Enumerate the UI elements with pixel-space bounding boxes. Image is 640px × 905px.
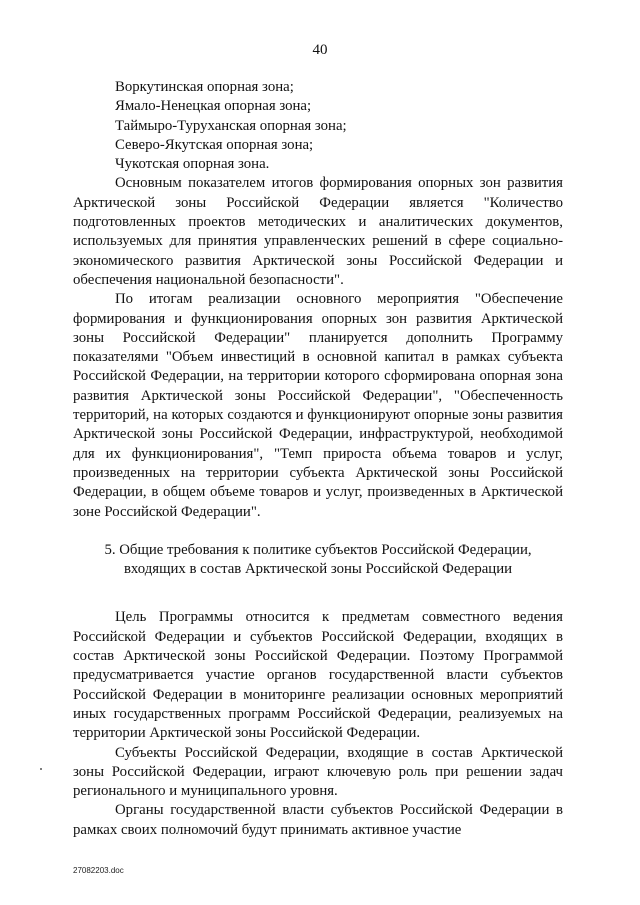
section-heading-line2: входящих в состав Арктической зоны Российской Федерации [123,561,513,578]
paragraph-authorities: Органы государственной власти субъектов Российской Федерации в рамках своих полномочий будут принимать активное участие [73,802,563,838]
zone-list-item: Воркутинская опорная зона; [115,79,294,95]
section-heading [73,541,563,580]
zone-list-item: Ямало-Ненецкая опорная зона; [115,98,312,115]
margin-dot [40,768,42,770]
zone-list-item: Северо-Якутская опорная зона; [115,136,314,153]
zone-list-item: Таймыро-Туруханская опорная зона; [115,117,347,134]
section-spacer [73,579,563,608]
footer-filename: 27082203.doc [73,866,124,875]
page-body [73,78,563,840]
paragraph-subjects-role: Субъекты Российской Федерации, входящие в состав Арктической зоны Российской Федерации, играют ключевую роль при решении задач регионального и муниципального уровня. [73,744,563,800]
zone-list-item: Чукотская опорная зона. [115,156,270,173]
page-number: 40 [312,42,328,58]
paragraph-program-goal: Цель Программы относится к предметам совместного ведения Российской Федерации и субъектов Российской Федерации, входящих в состав Арктической зоны Российской Федерации. Поэтому Программой предусматривается участие органов государственной власти субъектов Российской Федерации в мониторинге реализации основных мероприятий иных государственных программ Российской Федерации, реализуемых на территории Арктической зоны Российской Федерации. [73,609,563,742]
paragraph-key-indicator: Основным показателем итогов формирования опорных зон развития Арктической зоны Российской Федерации является "Количество подготовленных проектов методических и аналитических документов, используемых для принятия управленческих решений в сфере социально-экономического развития Арктической зоны Российской Федерации и обеспечения национальной безопасности". [73,175,563,288]
paragraph-planned-indicators: По итогам реализации основного мероприятия "Обеспечение формирования и функционирования опорных зон развития Арктической зоны Российской Федерации" планируется дополнить Программу показателями "Объем инвестиций в основной капитал в рамках субъекта Российской Федерации, на территории которого сформирована опорная зона развития Арктической зоны Российской Федерации", "Обеспеченность территорий, на которых создаются и функционируют опорные зоны развития Арктической зоны Российской Федерации, инфраструктурой, необходимой для их функционирования", "Темп прироста объема товаров и услуг, произведенных на территории субъекта Арктической зоны Российской Федерации, в общем объеме товаров и услуг, произведенных в Арктической зоне Российской Федерации". [73,291,563,520]
section-heading-line1: 5. Общие требования к политике субъектов Российской Федерации, [104,541,532,558]
